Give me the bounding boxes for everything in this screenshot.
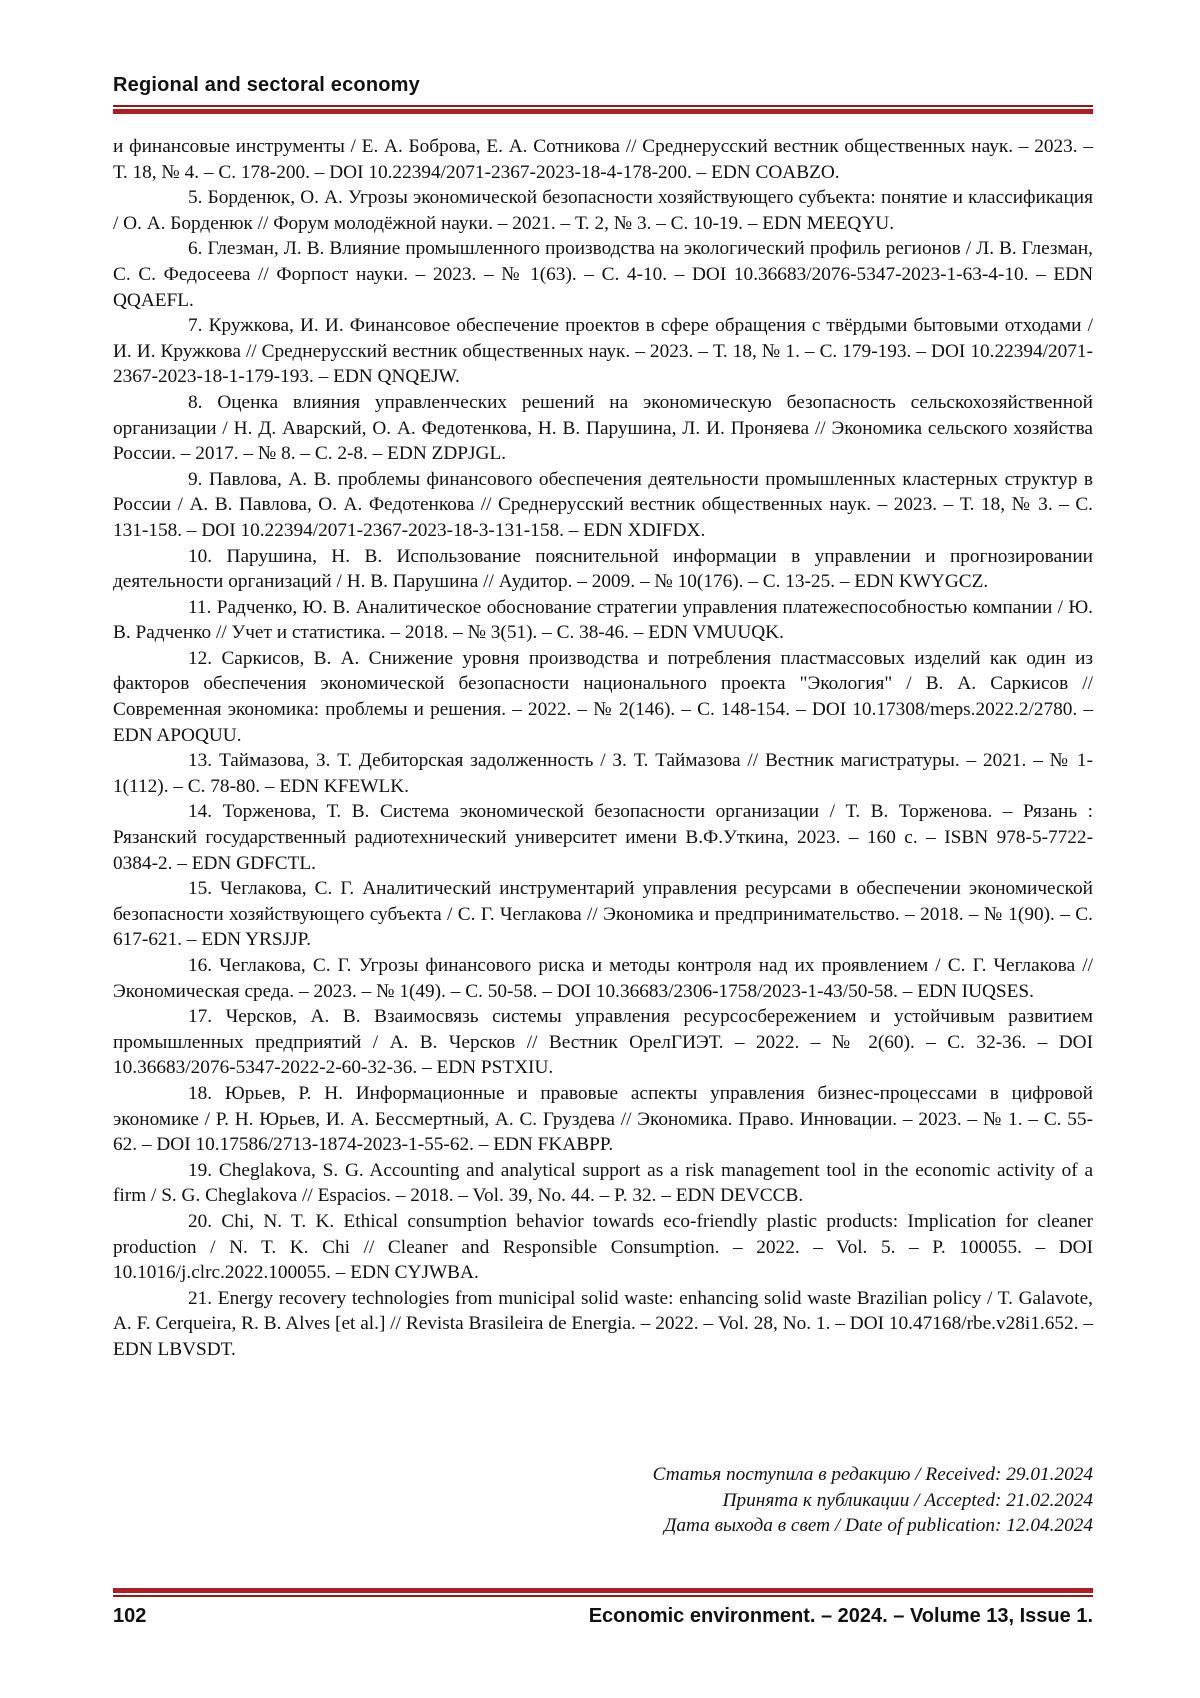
reference-number: 7. — [188, 315, 202, 336]
footer-rule — [113, 1588, 1093, 1597]
reference-text: Cheglakova, S. G. Accounting and analytical support as a risk management tool in the economic activity of a firm / S. G. Cheglakova // Espacios. – 2018. – Vol. 39, No. 44. – P. 32. – EDN DEVCCB. — [113, 1160, 1093, 1207]
reference-item — [113, 1158, 1093, 1209]
publication-date: Дата выхода в свет / Date of publication: 12.04.2024 — [653, 1513, 1093, 1539]
document-page — [0, 0, 1200, 1698]
reference-text: Оценка влияния управленческих решений на экономическую безопасность сельскохозяйственной организации / Н. Д. Аварский, О. А. Федотенкова, Н. В. Парушина, Л. И. Проняева // Экономика сельского хозяйства России. – 2017. – № 8. – С. 2-8. – EDN ZDPJGL. — [113, 392, 1093, 464]
reference-item — [113, 646, 1093, 748]
reference-item — [113, 1081, 1093, 1158]
reference-item — [113, 313, 1093, 390]
reference-number: 15. — [188, 878, 212, 899]
reference-item — [113, 467, 1093, 544]
reference-list — [113, 134, 1093, 1363]
reference-item — [113, 799, 1093, 876]
reference-item — [113, 390, 1093, 467]
reference-text: Чеглакова, С. Г. Аналитический инструментарий управления ресурсами в обеспечении экономической безопасности хозяйствующего субъекта / С. Г. Чеглакова // Экономика и предпринимательство. – 2018. – № 1(90). – С. 617-621. – EDN YRSJJP. — [113, 878, 1093, 950]
header-rule — [113, 105, 1093, 114]
reference-number: 18. — [188, 1083, 212, 1104]
reference-text: и финансовые инструменты / Е. А. Боброва, Е. А. Сотникова // Среднерусский вестник общественных наук. – 2023. – Т. 18, № 4. – С. 178-200. – DOI 10.22394/2071-2367-2023-18-4-178-200. – EDN COABZO. — [113, 136, 1093, 183]
reference-text: Павлова, А. В. проблемы финансового обеспечения деятельности промышленных кластерных структур в России / А. В. Павлова, О. А. Федотенкова // Среднерусский вестник общественных наук. – 2023. – Т. 18, № 3. – С. 131-158. – DOI 10.22394/2071-2367-2023-18-3-131-158. – EDN XDIFDX. — [113, 469, 1093, 541]
reference-number: 8. — [188, 392, 202, 413]
reference-text: Черсков, А. В. Взаимосвязь системы управления ресурсосбережением и устойчивым развитием промышленных предприятий / А. В. Черсков // Вестник ОрелГИЭТ. – 2022. – № 2(60). – С. 32-36. – DOI 10.36683/2076-5347-2022-2-60-32-36. – EDN PSTXIU. — [113, 1006, 1093, 1078]
reference-text: Торженова, Т. В. Система экономической безопасности организации / Т. В. Торженова. – Рязань : Рязанский государственный радиотехнический университет имени В.Ф.Уткина, 2023. – 160 с. – ISBN 978-5-7722-0384-2. – EDN GDFCTL. — [113, 801, 1093, 873]
journal-citation: Economic environment. – 2024. – Volume 13, Issue 1. — [589, 1605, 1093, 1628]
reference-text: Парушина, Н. В. Использование пояснительной информации в управлении и прогнозировании деятельности организаций / Н. В. Парушина // Аудитор. – 2009. – № 10(176). – С. 13-25. – EDN KWYGCZ. — [113, 546, 1093, 593]
received-date: Статья поступила в редакцию / Received: 29.01.2024 — [653, 1462, 1093, 1488]
reference-text: Таймазова, З. Т. Дебиторская задолженность / З. Т. Таймазова // Вестник магистратуры. – 2021. – № 1-1(112). – С. 78-80. – EDN KFEWLK. — [113, 750, 1093, 797]
reference-text: Чеглакова, С. Г. Угрозы финансового риска и методы контроля над их проявлением / С. Г. Чеглакова // Экономическая среда. – 2023. – № 1(49). – С. 50-58. – DOI 10.36683/2306-1758/2023-1-43/50-58. – EDN IUQSES. — [113, 955, 1093, 1002]
reference-number: 21. — [188, 1288, 212, 1309]
reference-number: 19. — [188, 1160, 212, 1181]
reference-item — [113, 236, 1093, 313]
reference-number: 20. — [188, 1211, 212, 1232]
reference-item — [113, 748, 1093, 799]
reference-number: 14. — [188, 801, 212, 822]
reference-number: 12. — [188, 648, 212, 669]
reference-item — [113, 1209, 1093, 1286]
reference-item — [113, 1004, 1093, 1081]
reference-item — [113, 953, 1093, 1004]
reference-item — [113, 1286, 1093, 1363]
reference-number: 17. — [188, 1006, 212, 1027]
reference-number: 9. — [188, 469, 202, 490]
reference-text: Юрьев, Р. Н. Информационные и правовые аспекты управления бизнес-процессами в цифровой экономике / Р. Н. Юрьев, И. А. Бессмертный, А. С. Груздева // Экономика. Право. Инновации. – 2023. – № 1. – С. 55-62. – DOI 10.17586/2713-1874-2023-1-55-62. – EDN FKABPP. — [113, 1083, 1093, 1155]
accepted-date: Принята к публикации / Accepted: 21.02.2024 — [653, 1488, 1093, 1514]
reference-number: 5. — [188, 187, 202, 208]
reference-text: Chi, N. T. K. Ethical consumption behavior towards eco-friendly plastic products: Implication for cleaner production / N. T. K. Chi // Cleaner and Responsible Consumption. – 2022. – Vol. 5. – P. 100055. – DOI 10.1016/j.clrc.2022.100055. – EDN CYJWBA. — [113, 1211, 1093, 1283]
reference-text: Саркисов, В. А. Снижение уровня производства и потребления пластмассовых изделий как один из факторов обеспечения экономической безопасности национального проекта "Экология" / В. А. Саркисов // Современная экономика: проблемы и решения. – 2022. – № 2(146). – С. 148-154. – DOI 10.17308/meps.2022.2/2780. – EDN APOQUU. — [113, 648, 1093, 746]
reference-item — [113, 544, 1093, 595]
reference-text: Energy recovery technologies from municipal solid waste: enhancing solid waste Brazilian policy / T. Galavote, A. F. Cerqueira, R. B. Alves [et al.] // Revista Brasileira de Energia. – 2022. – Vol. 28, No. 1. – DOI 10.47168/rbe.v28i1.652. – EDN LBVSDT. — [113, 1288, 1093, 1360]
reference-item — [113, 595, 1093, 646]
reference-item — [113, 876, 1093, 953]
reference-number: 16. — [188, 955, 212, 976]
reference-item — [113, 185, 1093, 236]
reference-text: Кружкова, И. И. Финансовое обеспечение проектов в сфере обращения с твёрдыми бытовыми отходами / И. И. Кружкова // Среднерусский вестник общественных наук. – 2023. – Т. 18, № 1. – С. 179-193. – DOI 10.22394/2071-2367-2023-18-1-179-193. – EDN QNQEJW. — [113, 315, 1093, 387]
page-number: 102 — [113, 1605, 146, 1628]
publication-dates — [653, 1462, 1093, 1539]
running-title: Regional and sectoral economy — [113, 74, 420, 97]
reference-number: 13. — [188, 750, 212, 771]
reference-number: 10. — [188, 546, 212, 567]
reference-text: Радченко, Ю. В. Аналитическое обоснование стратегии управления платежеспособностью компании / Ю. В. Радченко // Учет и статистика. – 2018. – № 3(51). – С. 38-46. – EDN VMUUQK. — [113, 597, 1093, 644]
reference-item — [113, 134, 1093, 185]
reference-text: Борденюк, О. А. Угрозы экономической безопасности хозяйствующего субъекта: понятие и классификация / О. А. Борденюк // Форум молодёжной науки. – 2021. – Т. 2, № 3. – С. 10-19. – EDN MEEQYU. — [113, 187, 1093, 234]
reference-number: 6. — [188, 238, 202, 259]
reference-text: Глезман, Л. В. Влияние промышленного производства на экологический профиль регионов / Л. В. Глезман, С. С. Федосеева // Форпост науки. – 2023. – № 1(63). – С. 4-10. – DOI 10.36683/2076-5347-2023-1-63-4-10. – EDN QQAEFL. — [113, 238, 1093, 310]
reference-number: 11. — [188, 597, 211, 618]
